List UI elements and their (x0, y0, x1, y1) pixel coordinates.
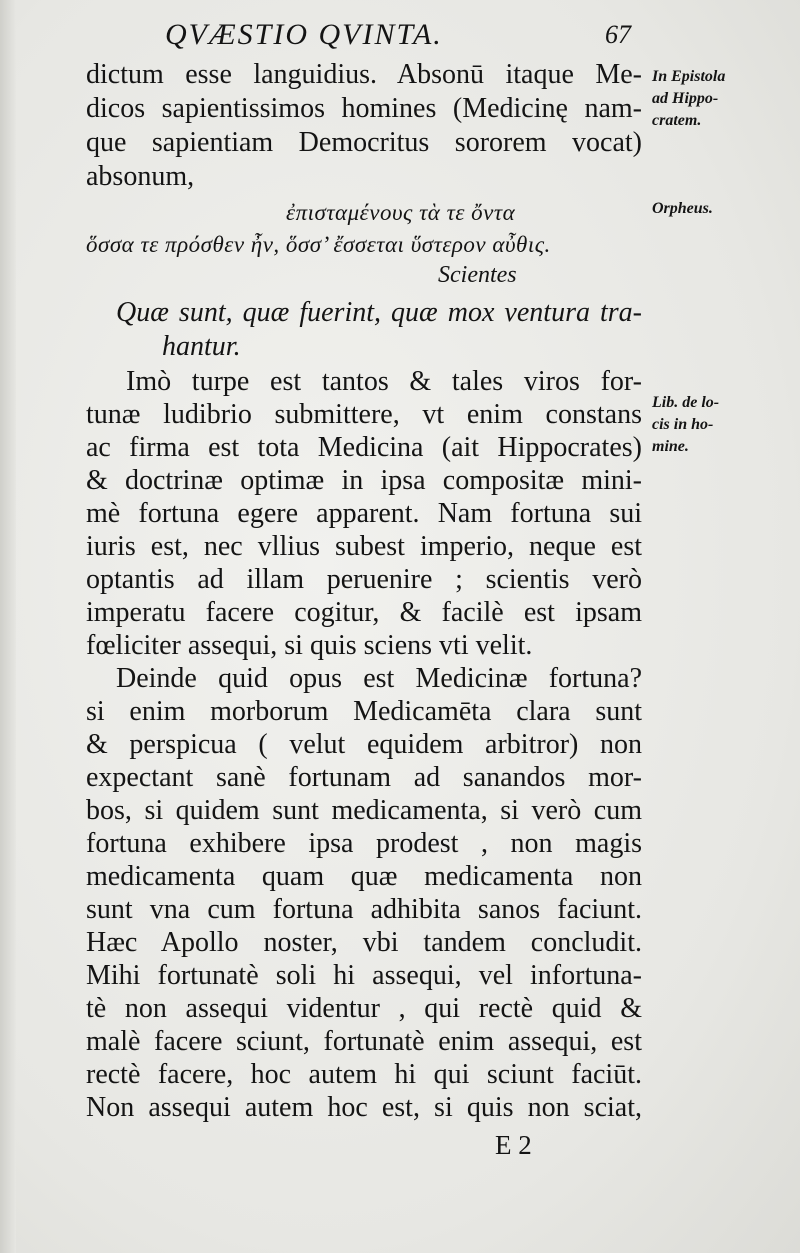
text-line: Non assequi autem hoc est, si quis non sciat, (86, 1092, 642, 1123)
catchword-signature: E 2 (495, 1130, 532, 1160)
scientes-label: Scientes (438, 262, 517, 288)
marginal-note-orpheus (652, 198, 792, 220)
greek-quote-line: ἐπισταμένους τὰ τε ὄντα (286, 200, 516, 225)
latin-verse-line: Quæ sunt, quæ fuerint, quæ mox ventura tra- (116, 297, 642, 328)
text-line: tunæ ludibrio submittere, vt enim constans (86, 399, 642, 430)
marginal-note-lib (652, 392, 792, 458)
text-line: mè fortuna egere apparent. Nam fortuna sui (86, 498, 642, 529)
text-line: si enim morborum Medicamēta clara sunt (86, 696, 642, 727)
marginal-note-line: cis in ho- (652, 416, 714, 433)
page-gutter-shadow (0, 0, 16, 1253)
greek-quote-line: ὅσσα τε πρόσθεν ἦν, ὅσσ’ ἔσσεται ὕστερον αὖθις. (86, 232, 551, 257)
paragraph-first-line: Imò turpe est tantos & tales viros for- (126, 366, 642, 397)
running-title: QVÆSTIO QVINTA. (165, 18, 443, 51)
text-line: Mihi fortunatè soli hi assequi, vel infortuna- (86, 960, 642, 991)
text-line: fortuna exhibere ipsa prodest , non magis (86, 828, 642, 859)
text-line: absonum, (86, 161, 195, 192)
text-line: Hæc Apollo noster, vbi tandem concludit. (86, 927, 642, 958)
text-line: medicamenta quam quæ medicamenta non (86, 861, 642, 892)
text-line: bos, si quidem sunt medicamenta, si verò cum (86, 795, 642, 826)
marginal-note-epistola (652, 66, 792, 132)
text-line: optantis ad illam peruenire ; scientis verò (86, 564, 642, 595)
text-line: dicos sapientissimos homines (Medicinę nam- (86, 93, 642, 124)
marginal-note-line: cratem. (652, 112, 702, 129)
text-line: expectant sanè fortunam ad sanandos mor- (86, 762, 642, 793)
text-line: imperatu facere cogitur, & facilè est ipsam (86, 597, 642, 628)
text-line: & doctrinæ optimæ in ipsa compositæ mini- (86, 465, 642, 496)
paragraph-first-line: Deinde quid opus est Medicinæ fortuna? (116, 663, 642, 694)
latin-verse-line: hantur. (162, 331, 241, 362)
marginal-note-line: Orpheus. (652, 200, 713, 217)
marginal-note-line: In Epistola (652, 68, 726, 85)
page-number: 67 (605, 20, 631, 49)
running-header (165, 18, 635, 58)
text-line: & perspicua ( velut equidem arbitror) non (86, 729, 642, 760)
text-line: malè facere sciunt, fortunatè enim assequi, est (86, 1026, 642, 1057)
text-line: iuris est, nec vllius subest imperio, neque est (86, 531, 642, 562)
marginal-note-line: Lib. de lo- (652, 394, 720, 411)
text-line: que sapientiam Democritus sororem vocat) (86, 127, 642, 158)
text-line: rectè facere, hoc autem hi qui sciunt faciūt. (86, 1059, 642, 1090)
marginal-note-line: mine. (652, 438, 689, 455)
text-line: ac firma est tota Medicina (ait Hippocrates) (86, 432, 642, 463)
text-line: fœliciter assequi, si quis sciens vti velit. (86, 630, 533, 661)
marginal-note-line: ad Hippo- (652, 90, 719, 107)
text-line: sunt vna cum fortuna adhibita sanos faciunt. (86, 894, 642, 925)
text-line: dictum esse languidius. Absonū itaque Me- (86, 59, 642, 90)
text-line: tè non assequi videntur , qui rectè quid & (86, 993, 642, 1024)
